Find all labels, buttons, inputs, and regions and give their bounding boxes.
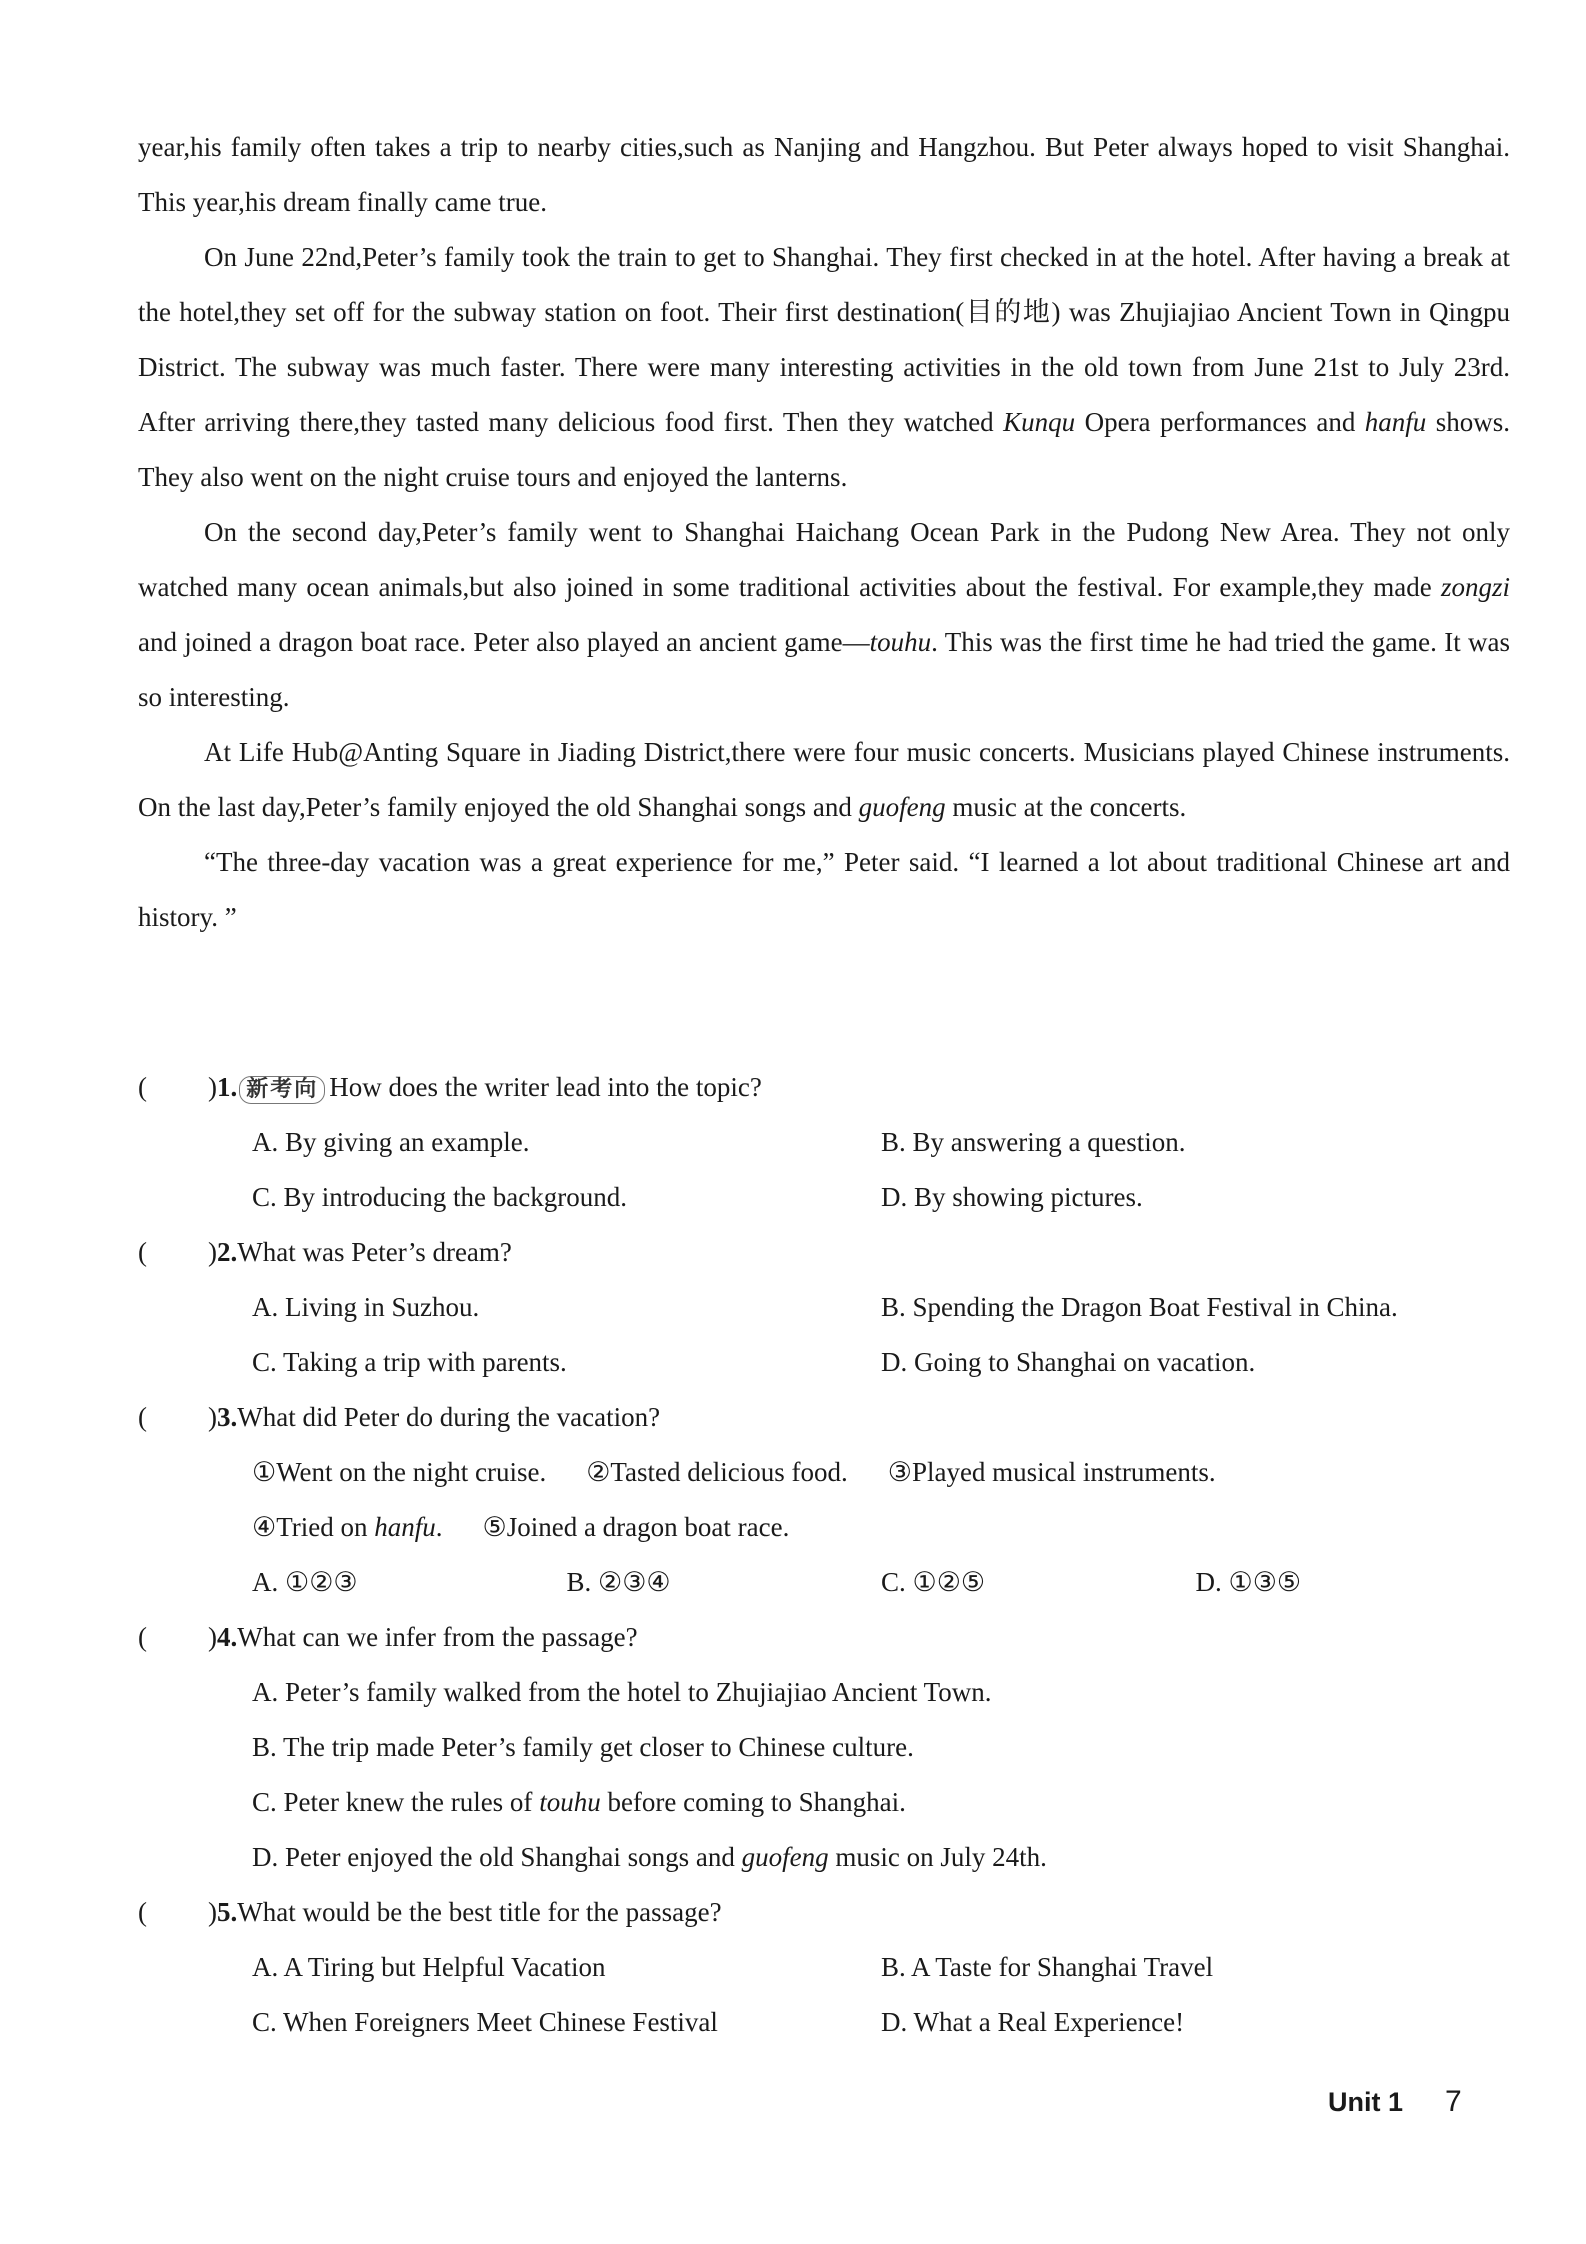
text-run: On June 22nd,Peter’s family took the train to get to Shanghai. They first checked in at the hotel. After having a break at the hotel,they set off for the subway station on foot. Their first destination(目的地) was Zhujiajiao Ancient Town in Qingpu District. The subway was much faster. There were many interesting activities in the old town from June 21st to July 23rd. After arriving there,they tasted many delicious food first. Then they watched (138, 242, 1510, 437)
statement-item (586, 1445, 848, 1500)
statement-row (138, 1445, 1510, 1500)
answer-blank-open[interactable]: ( (138, 1622, 147, 1652)
text-run: B. Spending the Dragon Boat Festival in China. (881, 1292, 1398, 1322)
text-run: A. Peter’s family walked from the hotel to Zhujiajiao Ancient Town. (252, 1677, 992, 1707)
text-run: A. ①②③ (252, 1567, 358, 1597)
option-row (138, 1335, 1510, 1390)
new-trend-badge: 新考向 (239, 1076, 325, 1104)
question-number: 4. (217, 1622, 238, 1652)
question-item (138, 1390, 1510, 1610)
text-run: and joined a dragon boat race. Peter also played an ancient game— (138, 627, 870, 657)
answer-blank-open[interactable]: ( (138, 1072, 147, 1102)
question-number: 1. (217, 1072, 238, 1102)
question-stem (138, 1610, 1510, 1665)
question-item (138, 1885, 1510, 2050)
answer-blank-close: ) (208, 1622, 217, 1652)
unit-label: Unit 1 (1328, 2087, 1404, 2117)
question-text: What would be the best title for the passage? (237, 1897, 722, 1927)
italic-term: hanfu (1364, 407, 1427, 437)
question-number: 3. (217, 1402, 238, 1432)
text-run: B. The trip made Peter’s family get closer to Chinese culture. (252, 1732, 914, 1762)
italic-term: guofeng (858, 792, 946, 822)
answer-blank-close: ) (208, 1402, 217, 1432)
question-text: What can we infer from the passage? (237, 1622, 638, 1652)
option-row (138, 1940, 1510, 1995)
statement-item (483, 1500, 790, 1555)
text-run: C. Peter knew the rules of (252, 1787, 540, 1817)
answer-blank-open[interactable]: ( (138, 1897, 147, 1927)
answer-option-d[interactable] (881, 1170, 1510, 1225)
answer-option-a[interactable] (252, 1940, 881, 1995)
answer-option-c[interactable] (252, 1995, 881, 2050)
text-run: A. By giving an example. (252, 1127, 530, 1157)
question-text: What was Peter’s dream? (237, 1237, 512, 1267)
text-run: A. A Tiring but Helpful Vacation (252, 1952, 606, 1982)
question-stem (138, 1225, 1510, 1280)
option-row (138, 1115, 1510, 1170)
text-run: Opera performances and (1075, 407, 1365, 437)
option-row (138, 1665, 1510, 1720)
question-stem (138, 1390, 1510, 1445)
answer-option-c[interactable] (252, 1335, 881, 1390)
answer-option-b[interactable] (252, 1720, 914, 1775)
answer-option-d[interactable] (881, 1995, 1510, 2050)
answer-option-c[interactable] (252, 1775, 906, 1830)
option-row (138, 1995, 1510, 2050)
statement-item (888, 1445, 1216, 1500)
answer-blank-open[interactable]: ( (138, 1237, 147, 1267)
italic-term: touhu (869, 627, 932, 657)
question-number: 2. (217, 1237, 238, 1267)
text-run: “The three-day vacation was a great experience for me,” Peter said. “I learned a lot about traditional Chinese art and history. ” (138, 847, 1510, 932)
text-run: C. Taking a trip with parents. (252, 1347, 567, 1377)
answer-option-c[interactable] (252, 1170, 881, 1225)
answer-option-c[interactable] (881, 1555, 1196, 1610)
option-row (138, 1720, 1510, 1775)
statement-item (252, 1445, 546, 1500)
option-row (138, 1775, 1510, 1830)
text-run: ④Tried on (252, 1512, 375, 1542)
passage-paragraph (138, 725, 1510, 835)
text-run: A. Living in Suzhou. (252, 1292, 480, 1322)
question-item (138, 1060, 1510, 1225)
text-run: . (435, 1512, 443, 1542)
text-run: ①Went on the night cruise. (252, 1457, 547, 1487)
question-stem (138, 1885, 1510, 1940)
option-row (138, 1830, 1510, 1885)
statement-item (252, 1500, 443, 1555)
text-run: D. Going to Shanghai on vacation. (881, 1347, 1256, 1377)
answer-option-b[interactable] (881, 1280, 1510, 1335)
italic-term: Kunqu (1003, 407, 1076, 437)
question-stem (138, 1060, 1510, 1115)
answer-option-b[interactable] (881, 1940, 1510, 1995)
text-run: B. By answering a question. (881, 1127, 1186, 1157)
question-item (138, 1610, 1510, 1885)
answer-option-a[interactable] (252, 1280, 881, 1335)
question-text: What did Peter do during the vacation? (237, 1402, 661, 1432)
answer-option-d[interactable] (252, 1830, 1047, 1885)
italic-term: guofeng (741, 1842, 829, 1872)
text-run: On the second day,Peter’s family went to Shanghai Haichang Ocean Park in the Pudong New Area. They not only watched many ocean animals,but also joined in some traditional activities about the festival. For example,they made (138, 517, 1510, 602)
text-run: . This was the first time he had tried the game. It was so interesting. (138, 627, 1510, 712)
option-row (138, 1555, 1510, 1610)
page-number: 7 (1445, 2085, 1462, 2118)
text-run: ⑤Joined a dragon boat race. (482, 1512, 790, 1542)
text-run: C. By introducing the background. (252, 1182, 627, 1212)
passage-paragraph (138, 835, 1510, 945)
answer-blank-open[interactable]: ( (138, 1402, 147, 1432)
text-run: C. When Foreigners Meet Chinese Festival (252, 2007, 718, 2037)
italic-term: touhu (539, 1787, 601, 1817)
text-run: music at the concerts. (945, 792, 1187, 822)
answer-option-a[interactable] (252, 1665, 991, 1720)
text-run: before coming to Shanghai. (600, 1787, 906, 1817)
passage-paragraph (138, 230, 1510, 505)
answer-option-b[interactable] (567, 1555, 882, 1610)
answer-blank-close: ) (208, 1072, 217, 1102)
italic-term: zongzi (1440, 572, 1510, 602)
answer-option-b[interactable] (881, 1115, 1510, 1170)
answer-blank-close: ) (208, 1237, 217, 1267)
page-footer (1328, 2085, 1462, 2119)
text-run: D. What a Real Experience! (881, 2007, 1185, 2037)
text-run: D. ①③⑤ (1195, 1567, 1302, 1597)
text-run: B. A Taste for Shanghai Travel (881, 1952, 1214, 1982)
question-number: 5. (217, 1897, 238, 1927)
question-list (138, 1060, 1510, 2050)
answer-option-a[interactable] (252, 1115, 881, 1170)
answer-option-d[interactable] (881, 1335, 1510, 1390)
passage-paragraph (138, 120, 1510, 230)
answer-option-d[interactable] (1196, 1555, 1511, 1610)
text-run: ③Played musical instruments. (887, 1457, 1216, 1487)
answer-option-a[interactable] (252, 1555, 567, 1610)
question-text: How does the writer lead into the topic? (329, 1072, 762, 1102)
text-run: shows. They also went on the night cruise tours and enjoyed the lanterns. (138, 407, 1511, 492)
text-run: D. Peter enjoyed the old Shanghai songs and (252, 1842, 742, 1872)
text-run: D. By showing pictures. (881, 1182, 1143, 1212)
text-run: year,his family often takes a trip to nearby cities,such as Nanjing and Hangzhou. But Peter always hoped to visit Shanghai. This year,his dream finally came true. (138, 132, 1510, 217)
reading-passage (138, 120, 1510, 945)
option-row (138, 1280, 1510, 1335)
italic-term: hanfu (374, 1512, 436, 1542)
answer-blank-close: ) (208, 1897, 217, 1927)
question-item (138, 1225, 1510, 1390)
passage-paragraph (138, 505, 1510, 725)
text-run: music on July 24th. (828, 1842, 1047, 1872)
text-run: C. ①②⑤ (881, 1567, 986, 1597)
text-run: At Life Hub@Anting Square in Jiading District,there were four music concerts. Musicians played Chinese instruments. On the last day,Peter’s family enjoyed the old Shanghai songs and (138, 737, 1510, 822)
text-run: ②Tasted delicious food. (586, 1457, 848, 1487)
option-row (138, 1170, 1510, 1225)
text-run: B. ②③④ (566, 1567, 671, 1597)
statement-row (138, 1500, 1510, 1555)
